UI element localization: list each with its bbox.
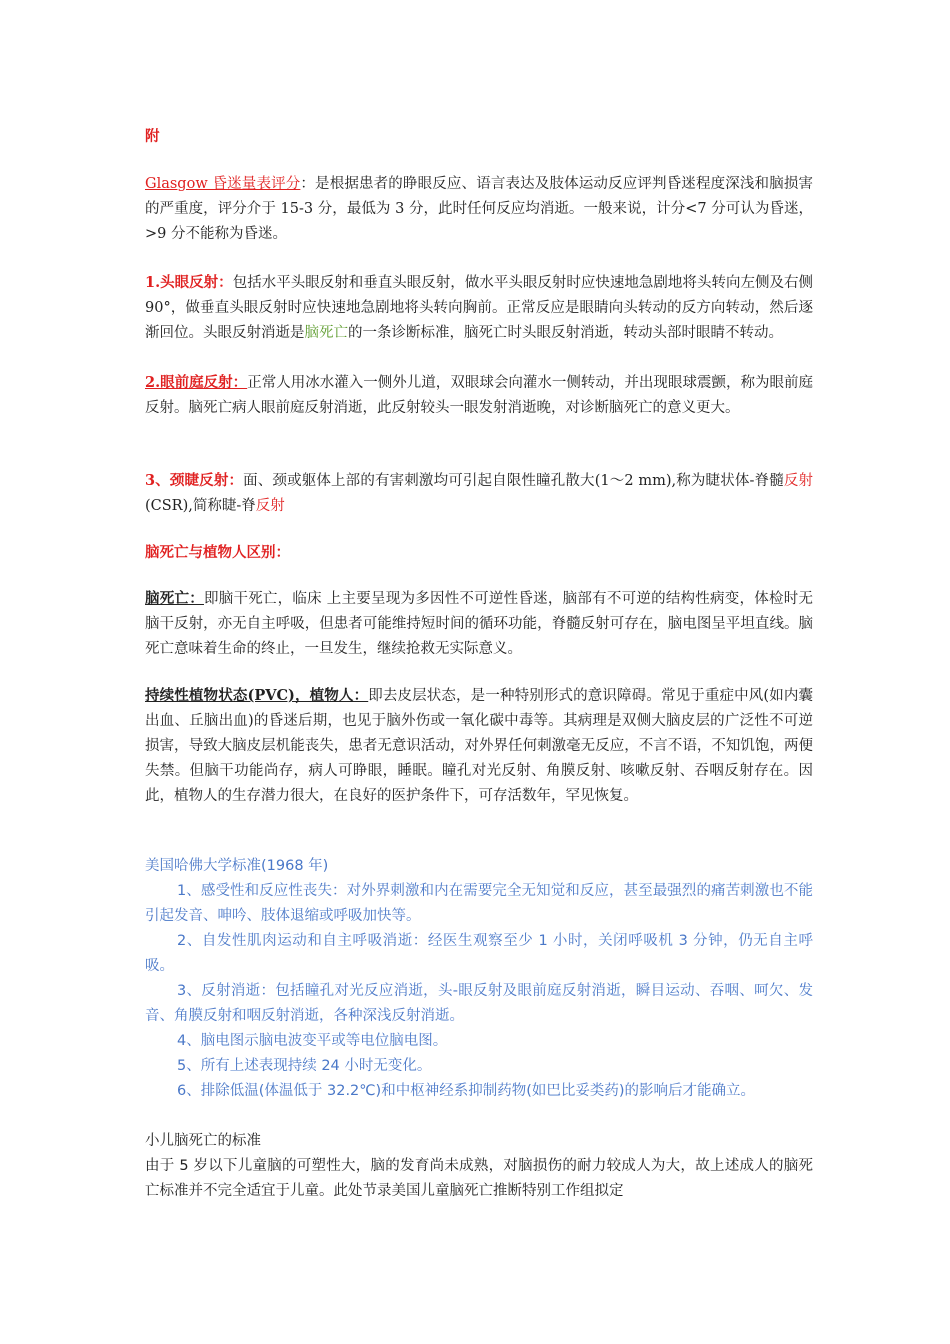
reflex1-text-b: 的一条诊断标准，脑死亡时头眼反射消逝，转动头部时眼睛不转动。 [348, 325, 783, 341]
pvc-paragraph [145, 683, 813, 809]
glasgow-term: Glasgow 昏迷量表评分 [145, 176, 301, 192]
reflex3-paragraph [145, 468, 813, 519]
reflex1-paragraph [145, 270, 813, 346]
child-text: 由于 5 岁以下儿童脑的可塑性大，脑的发育尚未成熟，对脑损伤的耐力较成人为大，故上述成人的脑死亡标准并不完全适宜于儿童。此处节录美国儿童脑死亡推断特别工作组拟定 [145, 1158, 813, 1199]
reflex3-red-b: 反射 [255, 498, 285, 514]
reflex2-term: 2.眼前庭反射： [145, 374, 248, 391]
reflex3-text-a: 面、颈或躯体上部的有害刺激均可引起自限性瞳孔散大(1～2 mm),称为睫状体-脊髓 [243, 473, 784, 489]
reflex3-text-b: (CSR),简称睫-脊 [145, 498, 256, 514]
reflex1-term: 1.头眼反射： [145, 274, 233, 291]
harvard-item-5: 5、所有上述表现持续 24 小时无变化。 [177, 1058, 432, 1074]
glasgow-paragraph [145, 172, 813, 247]
brain-death-text: 即脑干死亡，临床 上主要呈现为多因性不可逆性昏迷，脑部有不可逆的结构性病变，体检时无脑干反射，亦无自主呼吸，但患者可能维持短时间的循环功能，脊髓反射可存在，脑电图呈平坦直线。脑死亡意味着生命的终止，一旦发生，继续抢救无实际意义。 [145, 591, 813, 657]
brain-death-term: 脑死亡： [145, 590, 204, 607]
harvard-item-2: 2、自发性肌肉运动和自主呼吸消逝：经医生观察至少 1 小时，关闭呼吸机 3 分钟，仍无自主呼吸。 [145, 933, 813, 974]
reflex2-text: 正常人用冰水灌入一侧外儿道，双眼球会向灌水一侧转动，并出现眼球震颤，称为眼前庭反射。脑死亡病人眼前庭反射消逝，此反射较头一眼发射消逝晚，对诊断脑死亡的意义更大。 [145, 375, 814, 416]
reflex3-red-a: 反射 [783, 473, 814, 489]
child-title: 小儿脑死亡的标准 [145, 1133, 261, 1149]
harvard-title: 美国哈佛大学标准(1968 年) [145, 858, 329, 874]
harvard-item-1: 1、感受性和反应性丧失：对外界刺激和内在需要完全无知觉和反应，甚至最强烈的痛苦刺激也不能引起发音、呻吟、肢体退缩或呼吸加快等。 [145, 883, 813, 924]
reflex1-green: 脑死亡 [304, 325, 348, 341]
glasgow-text: 是根据患者的睁眼反应、语言表达及肢体运动反应评判昏迷程度深浅和脑损害的严重度，评分介于 15-3 分，最低为 3 分，此时任何反应均消逝。一般来说，计分<7 分可认为昏迷，>9 分不能称为昏迷。 [145, 176, 813, 242]
brain-death-paragraph [145, 586, 813, 662]
harvard-item-6: 6、排除低温(体温低于 32.2℃)和中枢神经系抑制药物(如巴比妥类药)的影响后才能确立。 [177, 1083, 756, 1099]
glasgow-colon: ： [300, 176, 316, 192]
harvard-item-3: 3、反射消逝：包括瞳孔对光反应消逝，头-眼反射及眼前庭反射消逝，瞬目运动、吞咽、呵欠、发音、角膜反射和咽反射消逝，各种深浅反射消逝。 [145, 983, 813, 1024]
compare-heading: 脑死亡与植物人区别： [145, 544, 290, 561]
harvard-item-4: 4、脑电图示脑电波变平或等电位脑电图。 [177, 1033, 448, 1049]
reflex1-text-a: 包括水平头眼反射和垂直头眼反射，做水平头眼反射时应快速地急剧地将头转向左侧及右侧 90°，做垂直头眼反射时应快速地急剧地将头转向胸前。正常反应是眼睛向头转动的反方向转动，然后逐渐回位。头眼反射消逝是 [145, 275, 813, 341]
annex-title: 附 [145, 128, 160, 145]
reflex2-paragraph [145, 370, 813, 421]
pvc-text: 即去皮层状态，是一种特别形式的意识障碍。常见于重症中风(如内囊出血、丘脑出血)的昏迷后期，也见于脑外伤或一氧化碳中毒等。其病理是双侧大脑皮层的广泛性不可逆损害，导致大脑皮层机能丧失，患者无意识活动，对外界任何刺激毫无反应，不言不语，不知饥饱，两便失禁。但脑干功能尚存，病人可睁眼，睡眠。瞳孔对光反射、角膜反射、咳嗽反射、吞咽反射存在。因此，植物人的生存潜力很大，在良好的医护条件下，可存活数年，罕见恢复。 [145, 688, 814, 804]
reflex3-term: 3、颈睫反射： [145, 472, 244, 489]
pvc-term: 持续性植物状态(PVC)，植物人： [145, 687, 369, 704]
